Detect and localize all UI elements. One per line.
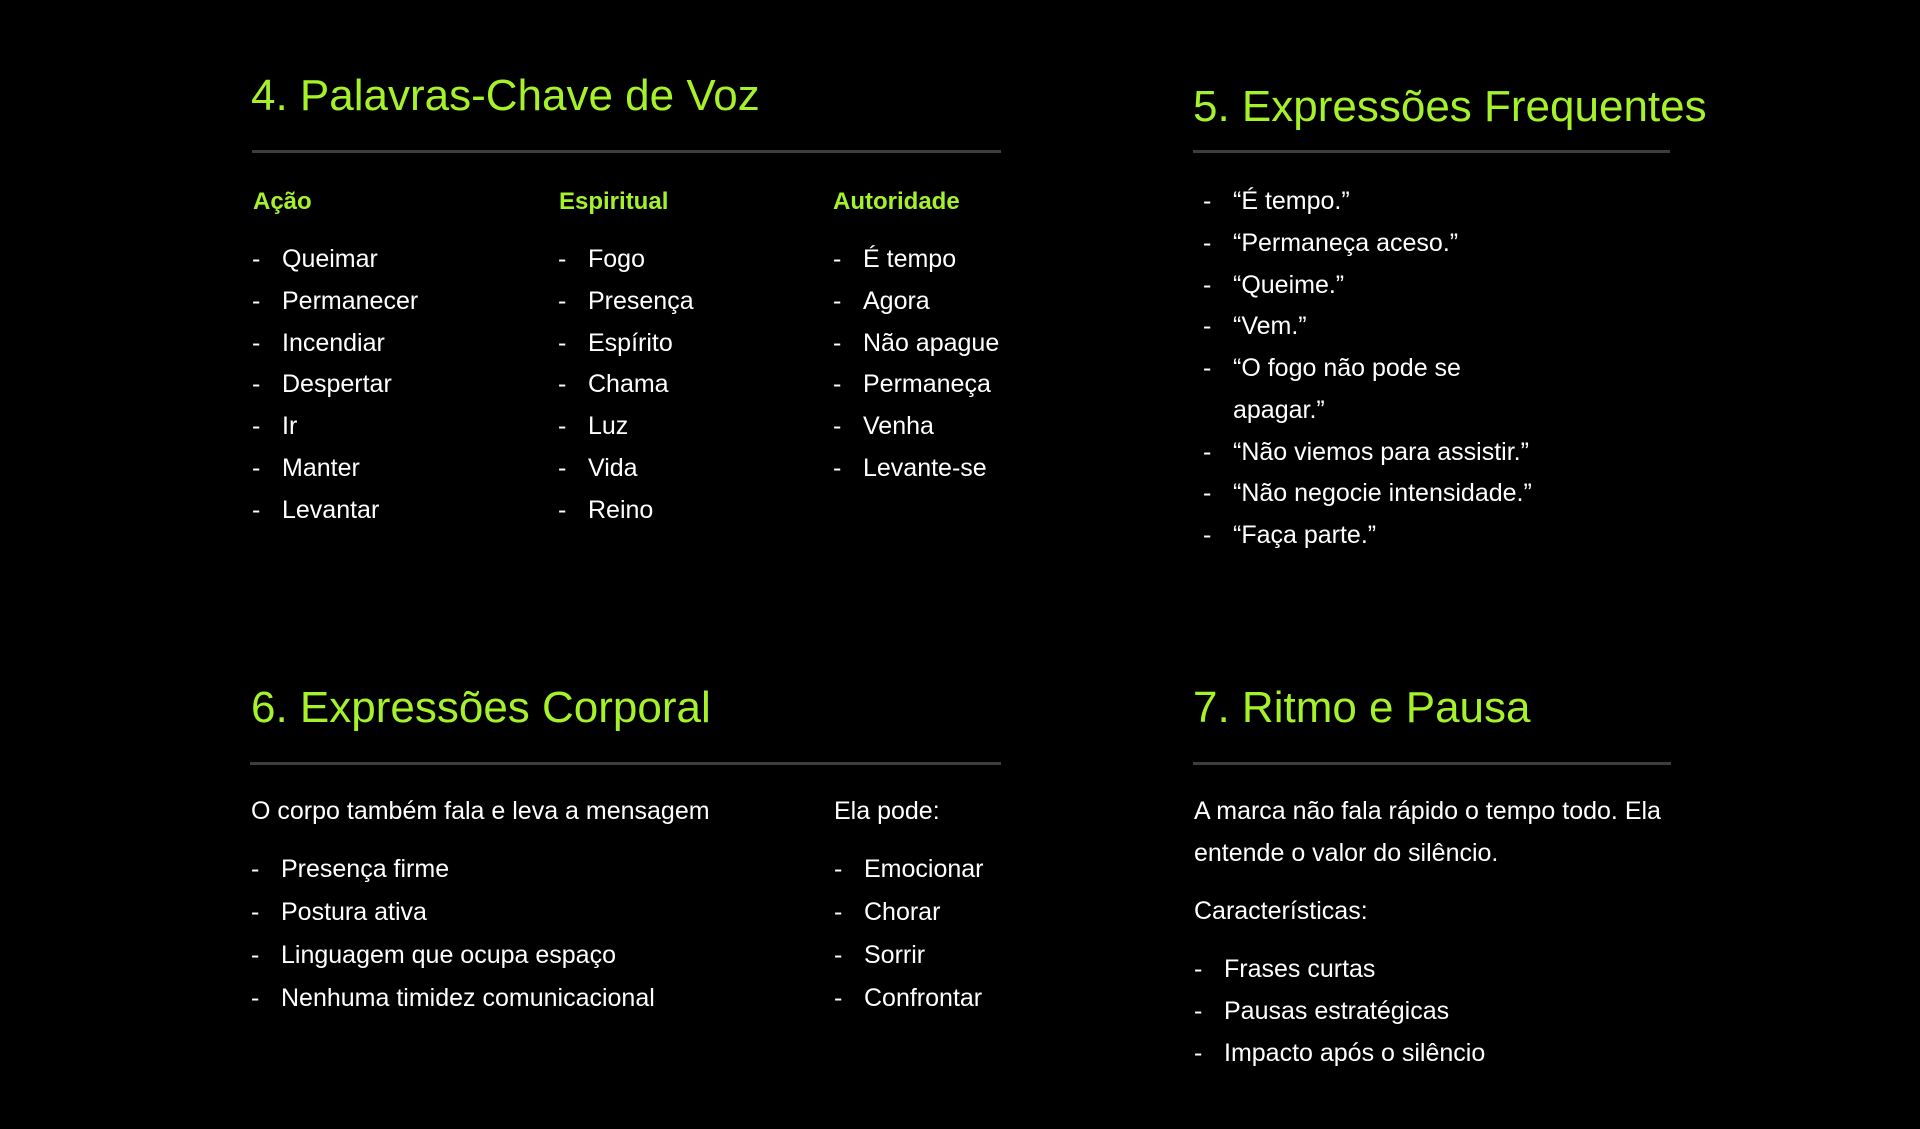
- keyword-list-autoridade: [833, 245, 999, 496]
- section-6-side-label: Ela pode:: [834, 797, 940, 825]
- list-item: - Presença: [558, 286, 694, 315]
- section-7-paragraph-line-2: entende o valor do silêncio.: [1194, 839, 1499, 867]
- list-item: - Vida: [558, 453, 638, 482]
- list-item: - Levante-se: [833, 453, 987, 482]
- list-item: - Manter: [252, 453, 360, 482]
- list-item: - Despertar: [252, 370, 392, 399]
- list-item: - Venha: [833, 412, 934, 441]
- list-item: - “Faça parte.”: [1203, 521, 1377, 549]
- list-item: - Não apague: [833, 328, 1000, 357]
- section-7-paragraph-line-1: A marca não fala rápido o tempo todo. Ela: [1194, 797, 1661, 825]
- section-5-title: 5. Expressões Frequentes: [1193, 82, 1707, 131]
- section-7-divider: [1193, 762, 1671, 765]
- list-item: - Ir: [252, 412, 298, 441]
- list-item: - Chama: [558, 370, 669, 399]
- list-item: - Fogo: [558, 245, 645, 273]
- keyword-list-espiritual: [558, 245, 694, 538]
- she-can-list: [834, 855, 984, 1027]
- column-heading-acao: Ação: [253, 188, 312, 215]
- keyword-list-acao: [252, 245, 418, 538]
- list-item: - “Permaneça aceso.”: [1203, 228, 1459, 257]
- characteristics-list: [1194, 955, 1485, 1080]
- list-item: - Levantar: [252, 495, 380, 524]
- section-6-title: 6. Expressões Corporal: [251, 683, 711, 732]
- list-item: - “É tempo.”: [1203, 187, 1350, 215]
- list-item: - Linguagem que ocupa espaço: [251, 941, 616, 969]
- list-item: - Luz: [558, 412, 629, 441]
- list-item: - É tempo: [833, 245, 957, 273]
- section-4-title: 4. Palavras-Chave de Voz: [251, 71, 760, 120]
- list-item: - Pausas estratégicas: [1194, 996, 1450, 1025]
- section-7-label: Características:: [1194, 897, 1368, 925]
- list-item: - Confrontar: [834, 984, 983, 1012]
- list-item-continuation: apagar.”: [1233, 395, 1325, 424]
- list-item: - “Não viemos para assistir.”: [1203, 437, 1529, 466]
- section-5-divider: [1193, 150, 1670, 153]
- list-item: - Reino: [558, 495, 654, 524]
- section-6-divider: [250, 762, 1001, 765]
- column-heading-espiritual: Espiritual: [559, 188, 669, 215]
- list-item: - Emocionar: [834, 855, 984, 883]
- list-item: - Postura ativa: [251, 898, 427, 926]
- expressions-list: [1203, 187, 1532, 563]
- list-item: - Agora: [833, 286, 930, 315]
- list-item: - Permaneça: [833, 370, 991, 399]
- list-item: - “Não negocie intensidade.”: [1203, 479, 1532, 508]
- list-item: - “Queime.”: [1203, 270, 1345, 299]
- list-item: - Chorar: [834, 898, 941, 926]
- section-7-title: 7. Ritmo e Pausa: [1193, 683, 1531, 732]
- column-heading-autoridade: Autoridade: [833, 188, 960, 215]
- list-item: - Presença firme: [251, 855, 450, 883]
- list-item: - Incendiar: [252, 328, 385, 357]
- list-item: - Queimar: [252, 245, 378, 273]
- list-item: - Sorrir: [834, 941, 926, 969]
- list-item: - “O fogo não pode se: [1203, 354, 1461, 382]
- section-6-intro: O corpo também fala e leva a mensagem: [251, 797, 710, 825]
- list-item: - Nenhuma timidez comunicacional: [251, 984, 655, 1012]
- list-item: - Frases curtas: [1194, 955, 1376, 983]
- body-expression-list: [251, 855, 655, 1027]
- section-4-divider: [252, 150, 1001, 153]
- list-item: - Impacto após o silêncio: [1194, 1038, 1486, 1067]
- list-item: - Espírito: [558, 328, 673, 357]
- list-item: - Permanecer: [252, 286, 419, 315]
- list-item: - “Vem.”: [1203, 312, 1307, 341]
